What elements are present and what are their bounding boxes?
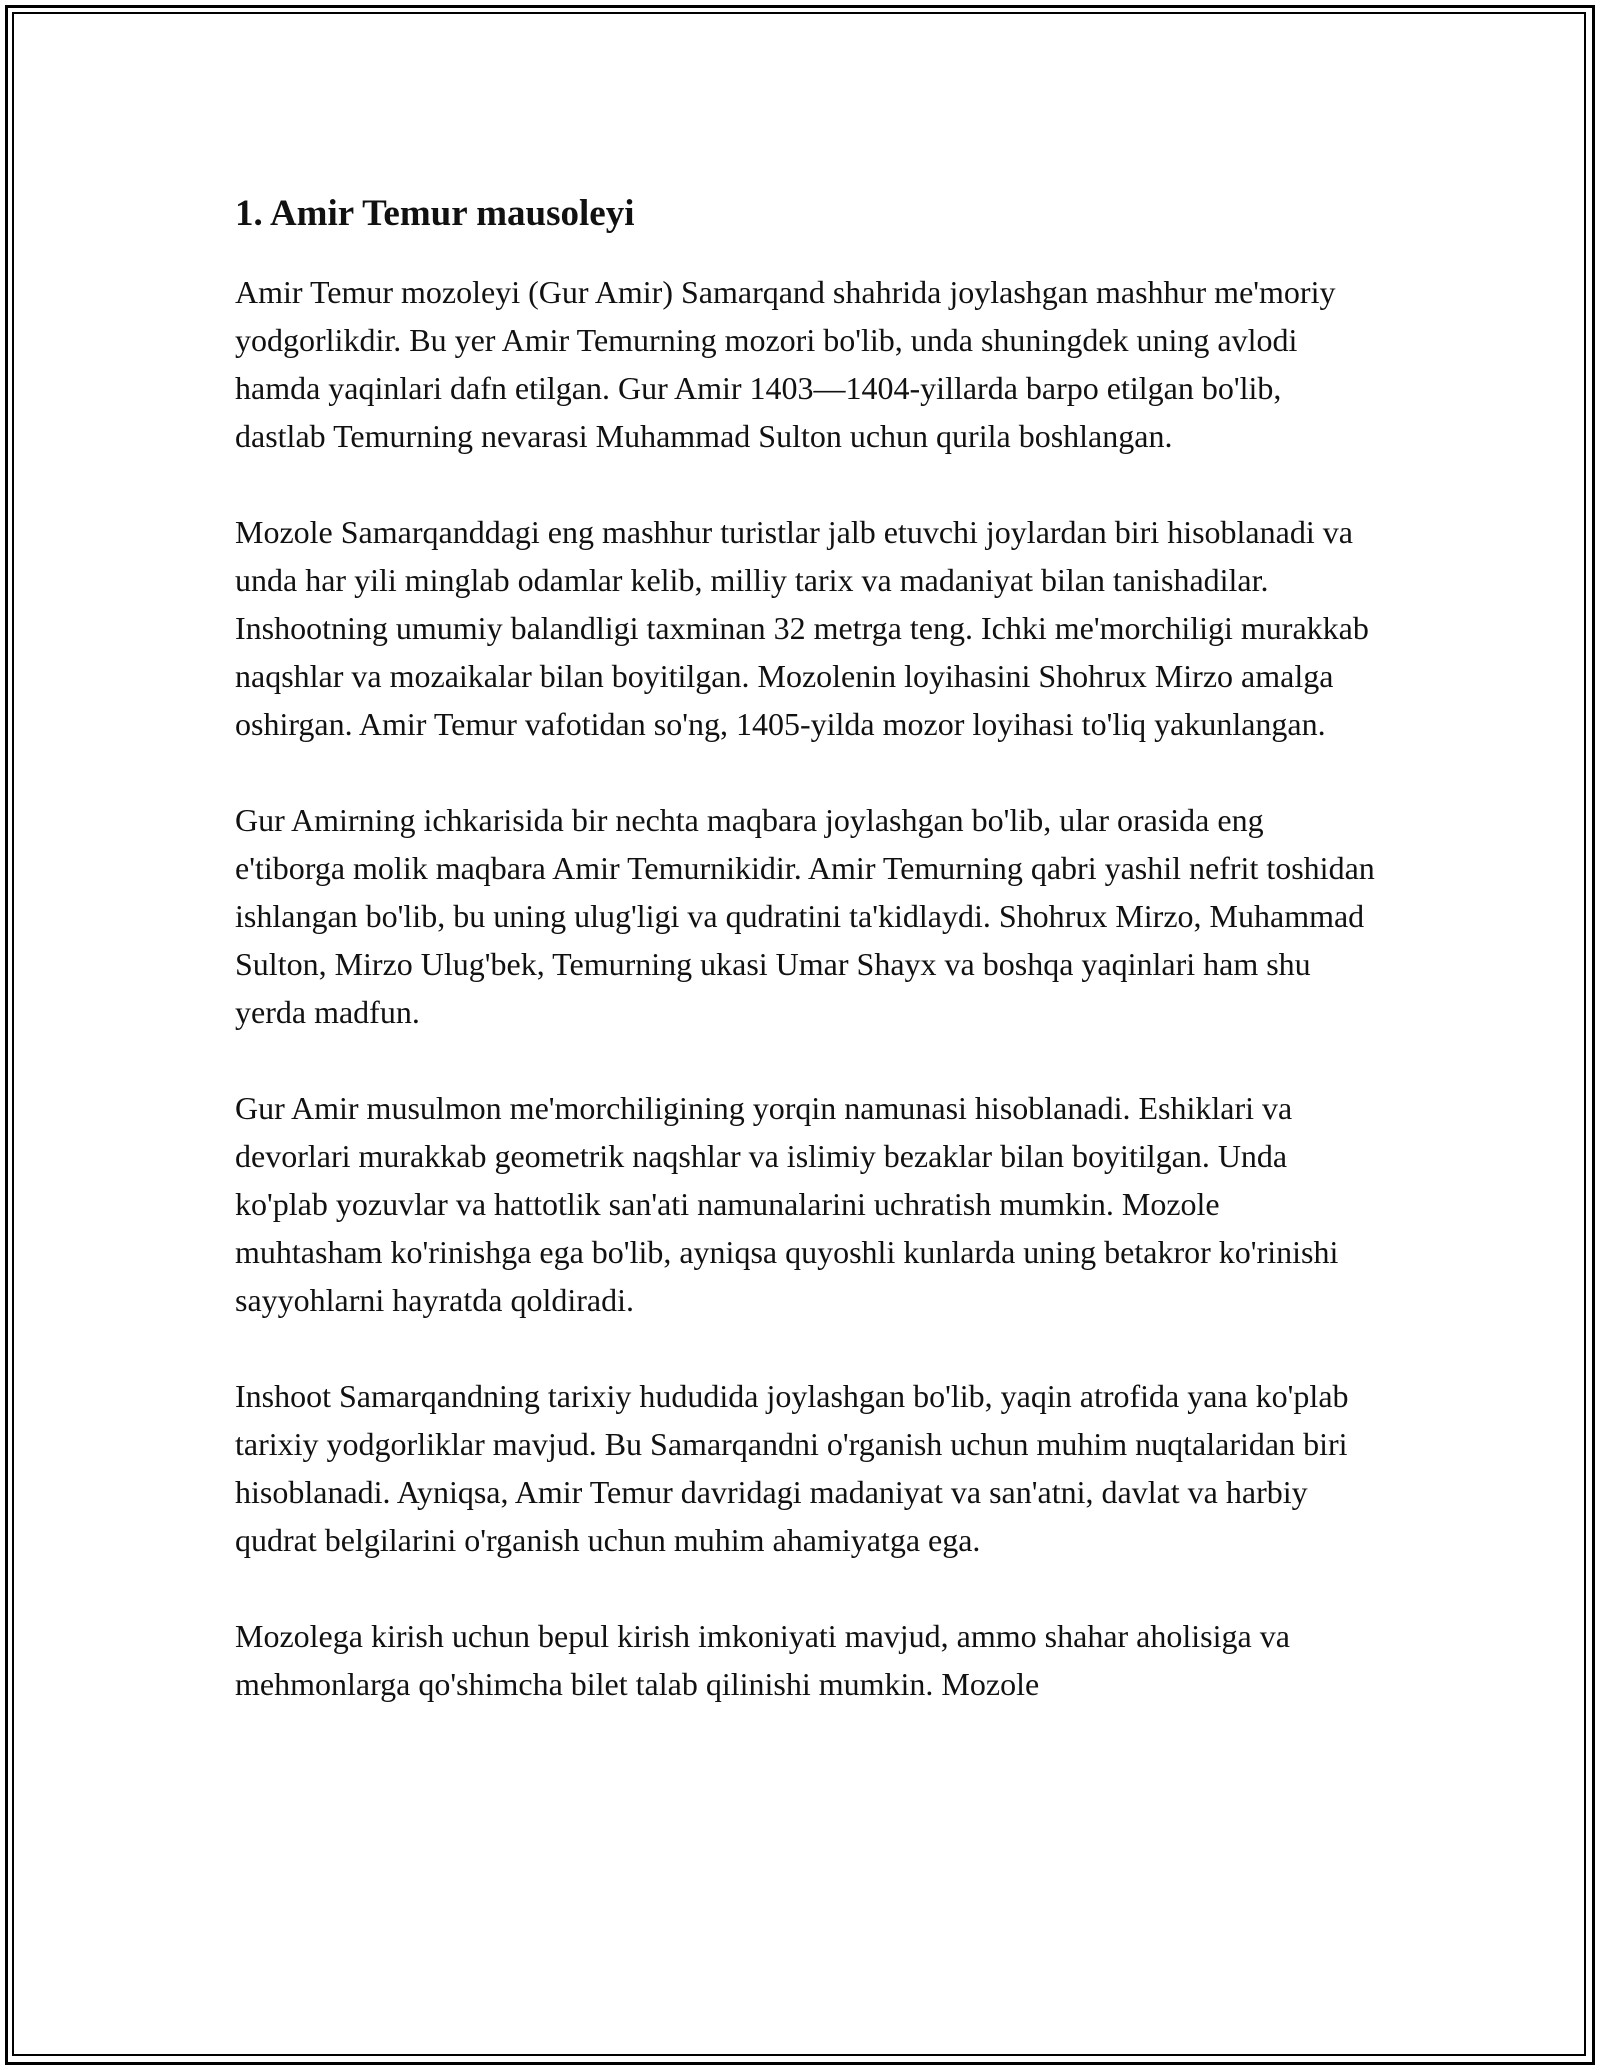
section-title: 1. Amir Temur mausoleyi xyxy=(235,193,635,234)
paragraph-2: Mozole Samarqanddagi eng mashhur turistlar jalb etuvchi joylardan biri hisoblanadi va unda har yili minglab odamlar kelib, milliy tarix va madaniyat bilan tanishadilar. Inshootning umumiy balandligi taxminan 32 metrga teng. Ichki me'morchiligi murakkab naqshlar va mozaikalar bilan boyitilgan. Mozolenin loyihasini Shohrux Mirzo amalga oshirgan. Amir Temur vafotidan so'ng, 1405-yilda mozor loyihasi to'liq yakunlangan. xyxy=(235,514,1369,742)
paragraph-1: Amir Temur mozoleyi (Gur Amir) Samarqand shahrida joylashgan mashhur me'moriy yodgorlikdir. Bu yer Amir Temurning mozori bo'lib, unda shuningdek uning avlodi hamda yaqinlari dafn etilgan. Gur Amir 1403—1404-yillarda barpo etilgan bo'lib, dastlab Temurning nevarasi Muhammad Sulton uchun qurila boshlangan. xyxy=(235,274,1336,454)
paragraph-6: Mozolega kirish uchun bepul kirish imkoniyati mavjud, ammo shahar aholisiga va mehmonlarga qo'shimcha bilet talab qilinishi mumkin. Mozole xyxy=(235,1618,1290,1702)
paragraph-3: Gur Amirning ichkarisida bir nechta maqbara joylashgan bo'lib, ular orasida eng e'tiborga molik maqbara Amir Temurnikidir. Amir Temurning qabri yashil nefrit toshidan ishlangan bo'lib, bu uning ulug'ligi va qudratini ta'kidlaydi. Shohrux Mirzo, Muhammad Sulton, Mirzo Ulug'bek, Temurning ukasi Umar Shayx va boshqa yaqinlari ham shu yerda madfun. xyxy=(235,802,1375,1030)
paragraph-5: Inshoot Samarqandning tarixiy hududida joylashgan bo'lib, yaqin atrofida yana ko'plab tarixiy yodgorliklar mavjud. Bu Samarqandni o'rganish uchun muhim nuqtalaridan biri hisoblanadi. Ayniqsa, Amir Temur davridagi madaniyat va san'atni, davlat va harbiy qudrat belgilarini o'rganish uchun muhim ahamiyatga ega. xyxy=(235,1378,1349,1558)
paragraph-4: Gur Amir musulmon me'morchiligining yorqin namunasi hisoblanadi. Eshiklari va devorlari murakkab geometrik naqshlar va islimiy bezaklar bilan boyitilgan. Unda ko'plab yozuvlar va hattotlik san'ati namunalarini uchratish mumkin. Mozole muhtasham ko'rinishga ega bo'lib, ayniqsa quyoshli kunlarda uning betakror ko'rinishi sayyohlarni hayratda qoldiradi. xyxy=(235,1090,1339,1318)
document-body xyxy=(235,186,1375,1756)
